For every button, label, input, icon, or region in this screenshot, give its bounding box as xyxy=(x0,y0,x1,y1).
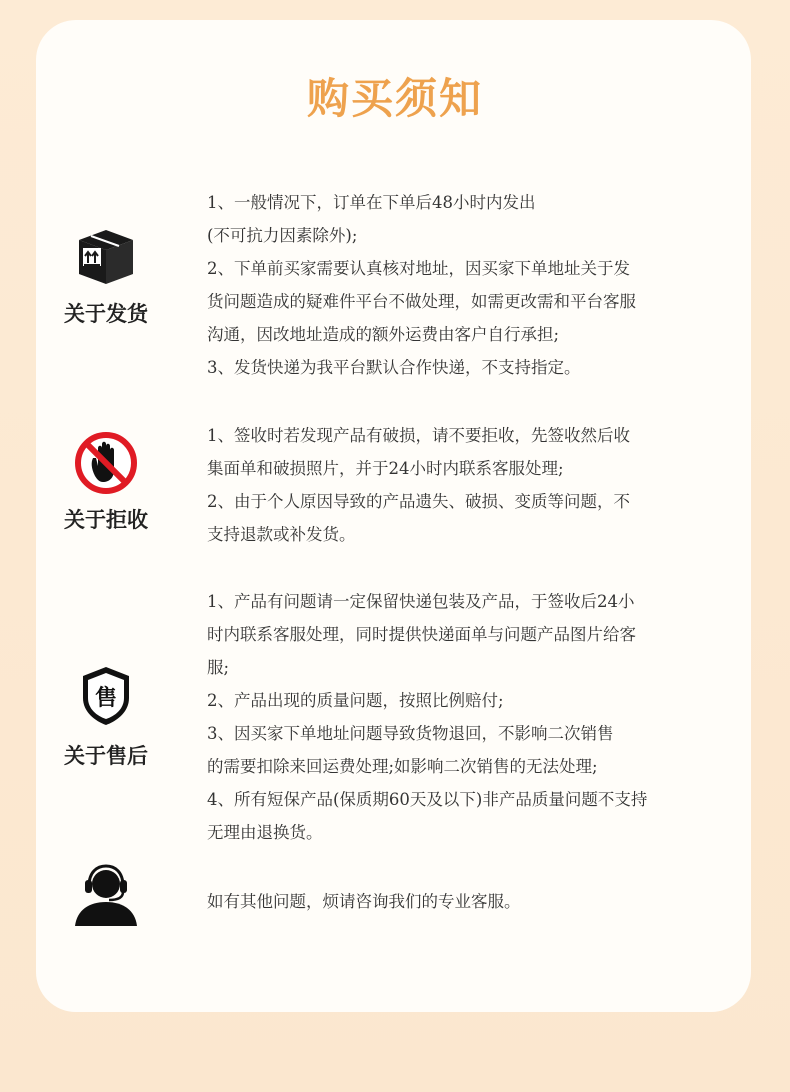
text-line: (不可抗力因素除外); xyxy=(207,226,358,245)
package-box-icon xyxy=(71,222,141,292)
shipping-section-header xyxy=(46,222,166,328)
text-line: 服; xyxy=(207,658,230,677)
section-label-refusal: 关于拒收 xyxy=(64,507,148,532)
text-line: 无理由退换货。 xyxy=(207,823,323,842)
text-line: 2、由于个人原因导致的产品遗失、破损、变质等问题，不 xyxy=(207,492,630,511)
refusal-section-header xyxy=(46,428,166,534)
text-line: 3、因买家下单地址问题导致货物退回，不影响二次销售 xyxy=(207,724,614,743)
section-label-aftersale: 关于售后 xyxy=(64,743,148,768)
text-line: 的需要扣除来回运费处理;如影响二次销售的无法处理; xyxy=(207,757,598,776)
prohibited-hand-icon xyxy=(71,428,141,498)
contact-section-header xyxy=(46,862,166,932)
text-line: 沟通，因改地址造成的额外运费由客户自行承担; xyxy=(207,325,560,344)
refusal-text xyxy=(207,419,687,551)
page-title: 购买须知 xyxy=(306,74,483,123)
text-line: 如有其他问题，烦请咨询我们的专业客服。 xyxy=(207,892,521,911)
after-sale-shield-icon xyxy=(71,664,141,734)
text-line: 3、发货快递为我平台默认合作快递，不支持指定。 xyxy=(207,358,581,377)
contact-text xyxy=(207,885,687,918)
text-line: 时内联系客服处理，同时提供快递面单与问题产品图片给客 xyxy=(207,625,636,644)
text-line: 集面单和破损照片，并于24小时内联系客服处理; xyxy=(207,459,564,478)
section-label-shipping: 关于发货 xyxy=(64,301,148,326)
aftersale-section-header xyxy=(46,664,166,770)
text-line: 货问题造成的疑难件平台不做处理，如需更改需和平台客服 xyxy=(207,292,636,311)
text-line: 1、签收时若发现产品有破损，请不要拒收，先签收然后收 xyxy=(207,426,630,445)
aftersale-text xyxy=(207,585,687,849)
text-line: 2、产品出现的质量问题，按照比例赔付; xyxy=(207,691,504,710)
text-line: 2、下单前买家需要认真核对地址，因买家下单地址关于发 xyxy=(207,259,630,278)
shipping-text xyxy=(207,186,687,384)
customer-service-headset-icon xyxy=(71,862,141,932)
text-line: 1、产品有问题请一定保留快递包装及产品，于签收后24小 xyxy=(207,592,635,611)
text-line: 支持退款或补发货。 xyxy=(207,525,356,544)
text-line: 4、所有短保产品(保质期60天及以下)非产品质量问题不支持 xyxy=(207,790,648,809)
svg-text:售: 售 xyxy=(94,686,118,711)
text-line: 1、一般情况下，订单在下单后48小时内发出 xyxy=(207,193,536,212)
